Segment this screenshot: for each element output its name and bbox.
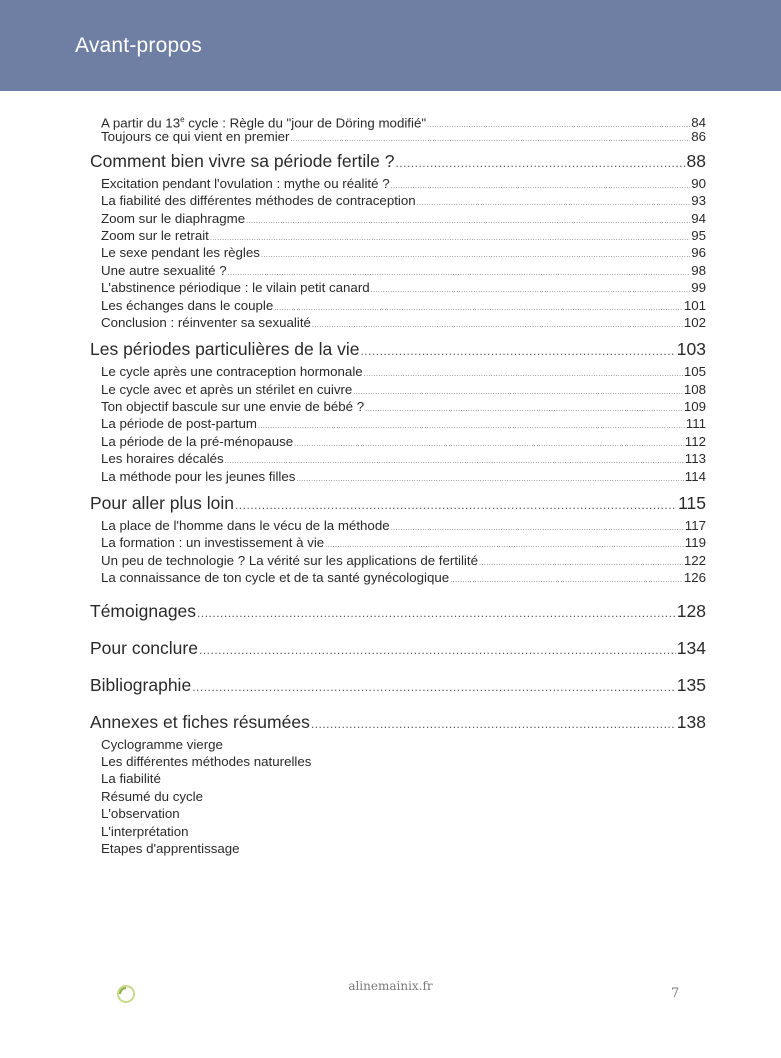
dot-leader	[365, 401, 683, 418]
toc-entry-page: 95	[691, 227, 706, 243]
toc-entry-label: La période de la pré-ménopause	[101, 433, 294, 449]
toc-section-page: 135	[676, 674, 706, 695]
toc-section-page: 103	[676, 339, 706, 360]
toc-section-page: 115	[678, 493, 706, 514]
toc-entry-page: 99	[691, 280, 706, 296]
dot-leader	[274, 300, 683, 317]
dot-leader	[371, 282, 691, 299]
toc-entry[interactable]	[101, 244, 706, 261]
toc-section-title: Pour aller plus loin	[90, 493, 234, 514]
toc-entry[interactable]	[101, 517, 706, 534]
dot-leader	[311, 711, 676, 737]
toc-entry-label: La place de l'homme dans le vécu de la méthode	[101, 518, 390, 534]
dot-leader	[391, 520, 684, 537]
toc-entry-page: 108	[683, 381, 706, 397]
dot-leader	[258, 418, 685, 435]
toc-entry-label: La connaissance de ton cycle et de ta santé gynécologique	[101, 570, 450, 586]
toc-entry-page: 102	[683, 314, 706, 330]
toc-entry-page: 90	[691, 175, 706, 191]
toc-entry[interactable]	[101, 111, 706, 131]
toc-entry-label: Ton objectif bascule sur une envie de bébé ?	[101, 399, 365, 415]
toc-entry-page: 84	[691, 115, 706, 131]
toc-entry-page: 94	[691, 210, 706, 226]
toc-entry-page: 122	[683, 552, 706, 568]
toc-section[interactable]	[90, 148, 706, 174]
toc-section-title: Bibliographie	[90, 674, 192, 695]
annex-list	[90, 736, 706, 858]
toc-entry[interactable]	[101, 433, 706, 450]
toc-entry[interactable]	[101, 314, 706, 331]
dot-leader	[197, 600, 676, 626]
dot-leader	[290, 131, 690, 148]
table-of-contents	[90, 111, 706, 857]
toc-section-title: Pour conclure	[90, 637, 198, 658]
dot-leader	[210, 230, 690, 247]
toc-entry-label: Toujours ce qui vient en premier	[101, 129, 290, 145]
toc-entry-page: 114	[684, 468, 706, 484]
toc-entry-page: 109	[683, 399, 706, 415]
toc-entry-page: 98	[691, 262, 706, 278]
toc-entry-label: A partir du 13e cycle : Règle du "jour de Döring modifié"	[101, 115, 427, 131]
annex-item[interactable]: L'observation	[101, 806, 180, 822]
toc-section-title: Comment bien vivre sa période fertile ?	[90, 150, 395, 171]
toc-entry-page: 119	[684, 535, 706, 551]
toc-section-page: 134	[676, 637, 706, 658]
toc-entry[interactable]	[101, 175, 706, 192]
toc-entry[interactable]	[101, 569, 706, 586]
page-header	[0, 0, 781, 91]
toc-entry-label: Le cycle avec et après un stérilet en cuivre	[101, 381, 353, 397]
dot-leader	[246, 213, 690, 230]
dot-leader	[261, 247, 690, 264]
toc-entry-label: Un peu de technologie ? La vérité sur les applications de fertilité	[101, 552, 478, 568]
toc-entry-page: 111	[685, 416, 706, 432]
annex-item[interactable]: Cyclogramme vierge	[101, 736, 223, 752]
toc-section[interactable]	[90, 672, 706, 698]
toc-entry-page: 93	[691, 193, 706, 209]
annex-item[interactable]: Résumé du cycle	[101, 788, 203, 804]
dot-leader	[294, 436, 684, 453]
annex-item[interactable]: L'interprétation	[101, 823, 189, 839]
toc-section-title: Annexes et fiches résumées	[90, 711, 310, 732]
toc-entry-label: La formation : un investissement à vie	[101, 535, 325, 551]
toc-entry[interactable]	[101, 415, 706, 432]
toc-entry[interactable]	[101, 398, 706, 415]
toc-entry-label: Zoom sur le retrait	[101, 227, 209, 243]
toc-entry-label: Conclusion : réinventer sa sexualité	[101, 314, 311, 330]
toc-entry-label: Excitation pendant l'ovulation : mythe ou réalité ?	[101, 175, 390, 191]
toc-entry-label: L'abstinence périodique : le vilain petit canard	[101, 280, 370, 296]
dot-leader	[312, 317, 683, 334]
toc-entry-page: 112	[684, 433, 706, 449]
toc-entry-page: 117	[684, 518, 706, 534]
toc-section[interactable]	[90, 709, 706, 735]
toc-section-page: 128	[676, 600, 706, 621]
toc-entry-label: Les échanges dans le couple	[101, 297, 274, 313]
dot-leader	[391, 178, 691, 195]
toc-entry[interactable]	[101, 381, 706, 398]
toc-entry-label: Zoom sur le diaphragme	[101, 210, 246, 226]
toc-entry-label: Le sexe pendant les règles	[101, 245, 260, 261]
toc-entry-page: 126	[683, 570, 706, 586]
toc-section[interactable]	[90, 635, 706, 661]
toc-entry-page: 113	[684, 451, 706, 467]
dot-leader	[395, 150, 685, 176]
toc-entry-label: Le cycle après une contraception hormonale	[101, 364, 363, 380]
toc-section[interactable]	[90, 598, 706, 624]
toc-entry[interactable]	[101, 450, 706, 467]
toc-entry[interactable]	[101, 262, 706, 279]
dot-leader	[192, 674, 676, 700]
dot-leader	[199, 637, 676, 663]
toc-entry-label: Les horaires décalés	[101, 451, 224, 467]
toc-entry[interactable]	[101, 297, 706, 314]
toc-section-page: 88	[686, 150, 706, 171]
toc-entry-label: La fiabilité des différentes méthodes de contraception	[101, 193, 416, 209]
toc-entry-page: 86	[691, 129, 706, 145]
dot-leader	[360, 338, 675, 364]
dot-leader	[353, 384, 683, 401]
toc-entry-page: 101	[683, 297, 706, 313]
toc-entry[interactable]	[101, 192, 706, 209]
toc-entry-label: Une autre sexualité ?	[101, 262, 227, 278]
toc-entry[interactable]	[101, 534, 706, 551]
toc-entry[interactable]	[101, 363, 706, 380]
dot-leader	[450, 572, 683, 589]
toc-entry[interactable]	[101, 128, 706, 145]
dot-leader	[364, 366, 683, 383]
toc-entry-label: La période de post-partum	[101, 416, 257, 432]
toc-entry[interactable]	[101, 468, 706, 485]
dot-leader	[479, 555, 683, 572]
toc-entry[interactable]	[101, 210, 706, 227]
toc-entry-page: 96	[691, 245, 706, 261]
toc-entry-page: 105	[683, 364, 706, 380]
toc-entry-label: La méthode pour les jeunes filles	[101, 468, 296, 484]
footer-website[interactable]: alinemainix.fr	[348, 979, 433, 993]
toc-entry[interactable]	[101, 279, 706, 296]
toc-entry[interactable]	[101, 227, 706, 244]
dot-leader	[417, 195, 691, 212]
toc-section-title: Témoignages	[90, 600, 197, 621]
toc-section[interactable]	[90, 490, 706, 516]
toc-entry[interactable]	[101, 552, 706, 569]
page-title: Avant-propos	[75, 34, 202, 57]
annex-item[interactable]: Les différentes méthodes naturelles	[101, 753, 312, 769]
dot-leader	[296, 471, 683, 488]
page-number: 7	[671, 986, 680, 1001]
toc-section[interactable]	[90, 336, 706, 362]
toc-section-page: 138	[676, 711, 706, 732]
dot-leader	[235, 492, 677, 518]
toc-section-title: Les périodes particulières de la vie	[90, 339, 360, 360]
annex-item[interactable]: La fiabilité	[101, 771, 161, 787]
annex-item[interactable]: Etapes d'apprentissage	[101, 840, 240, 856]
